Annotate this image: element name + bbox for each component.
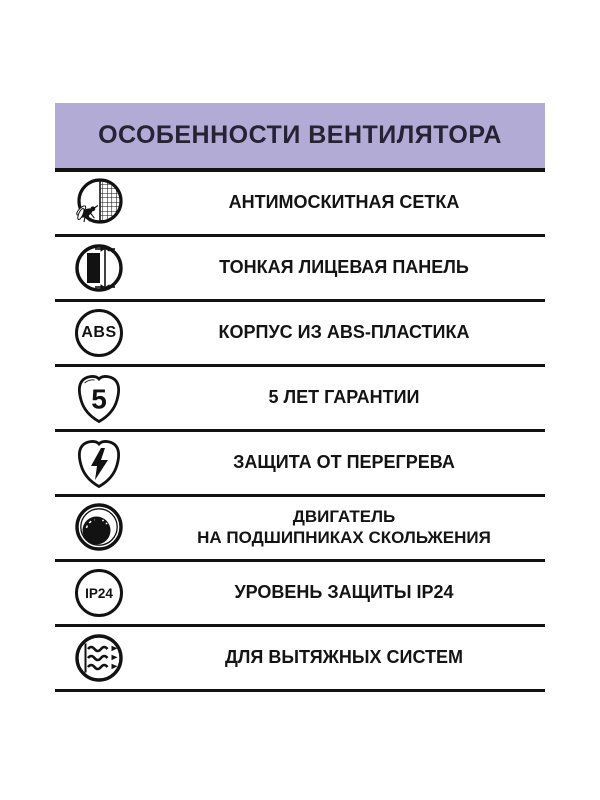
feature-row bbox=[55, 237, 545, 302]
header-banner bbox=[55, 103, 545, 172]
feature-row bbox=[55, 172, 545, 237]
feature-label: ДЛЯ ВЫТЯЖНЫХ СИСТЕМ bbox=[224, 647, 464, 668]
ip24-protection-icon: IP24 bbox=[55, 569, 143, 617]
sliding-bearing-motor-icon bbox=[55, 500, 143, 556]
warranty-shield-icon bbox=[55, 370, 143, 426]
feature-label: 5 ЛЕТ ГАРАНТИИ bbox=[268, 387, 420, 408]
feature-sheet bbox=[55, 103, 545, 692]
feature-label: ДВИГАТЕЛЬ НА ПОДШИПНИКАХ СКОЛЬЖЕНИЯ bbox=[197, 507, 491, 547]
feature-row bbox=[55, 302, 545, 367]
feature-label: КОРПУС ИЗ ABS-ПЛАСТИКА bbox=[218, 322, 470, 343]
exhaust-airflow-icon bbox=[55, 630, 143, 686]
abs-plastic-icon: ABS bbox=[55, 309, 143, 357]
feature-row bbox=[55, 497, 545, 562]
svg-text:5: 5 bbox=[91, 383, 107, 415]
overheat-protection-icon bbox=[55, 435, 143, 491]
page-title: ОСОБЕННОСТИ ВЕНТИЛЯТОРА bbox=[98, 121, 502, 149]
feature-row bbox=[55, 627, 545, 692]
thin-front-panel-icon bbox=[55, 240, 143, 296]
feature-row bbox=[55, 367, 545, 432]
feature-label: АНТИМОСКИТНАЯ СЕТКА bbox=[228, 192, 460, 213]
feature-row bbox=[55, 562, 545, 627]
feature-row bbox=[55, 432, 545, 497]
mosquito-net-icon bbox=[55, 175, 143, 231]
feature-label: ЗАЩИТА ОТ ПЕРЕГРЕВА bbox=[233, 452, 455, 473]
feature-label: ТОНКАЯ ЛИЦЕВАЯ ПАНЕЛЬ bbox=[219, 257, 469, 278]
feature-label: УРОВЕНЬ ЗАЩИТЫ IP24 bbox=[234, 582, 454, 603]
